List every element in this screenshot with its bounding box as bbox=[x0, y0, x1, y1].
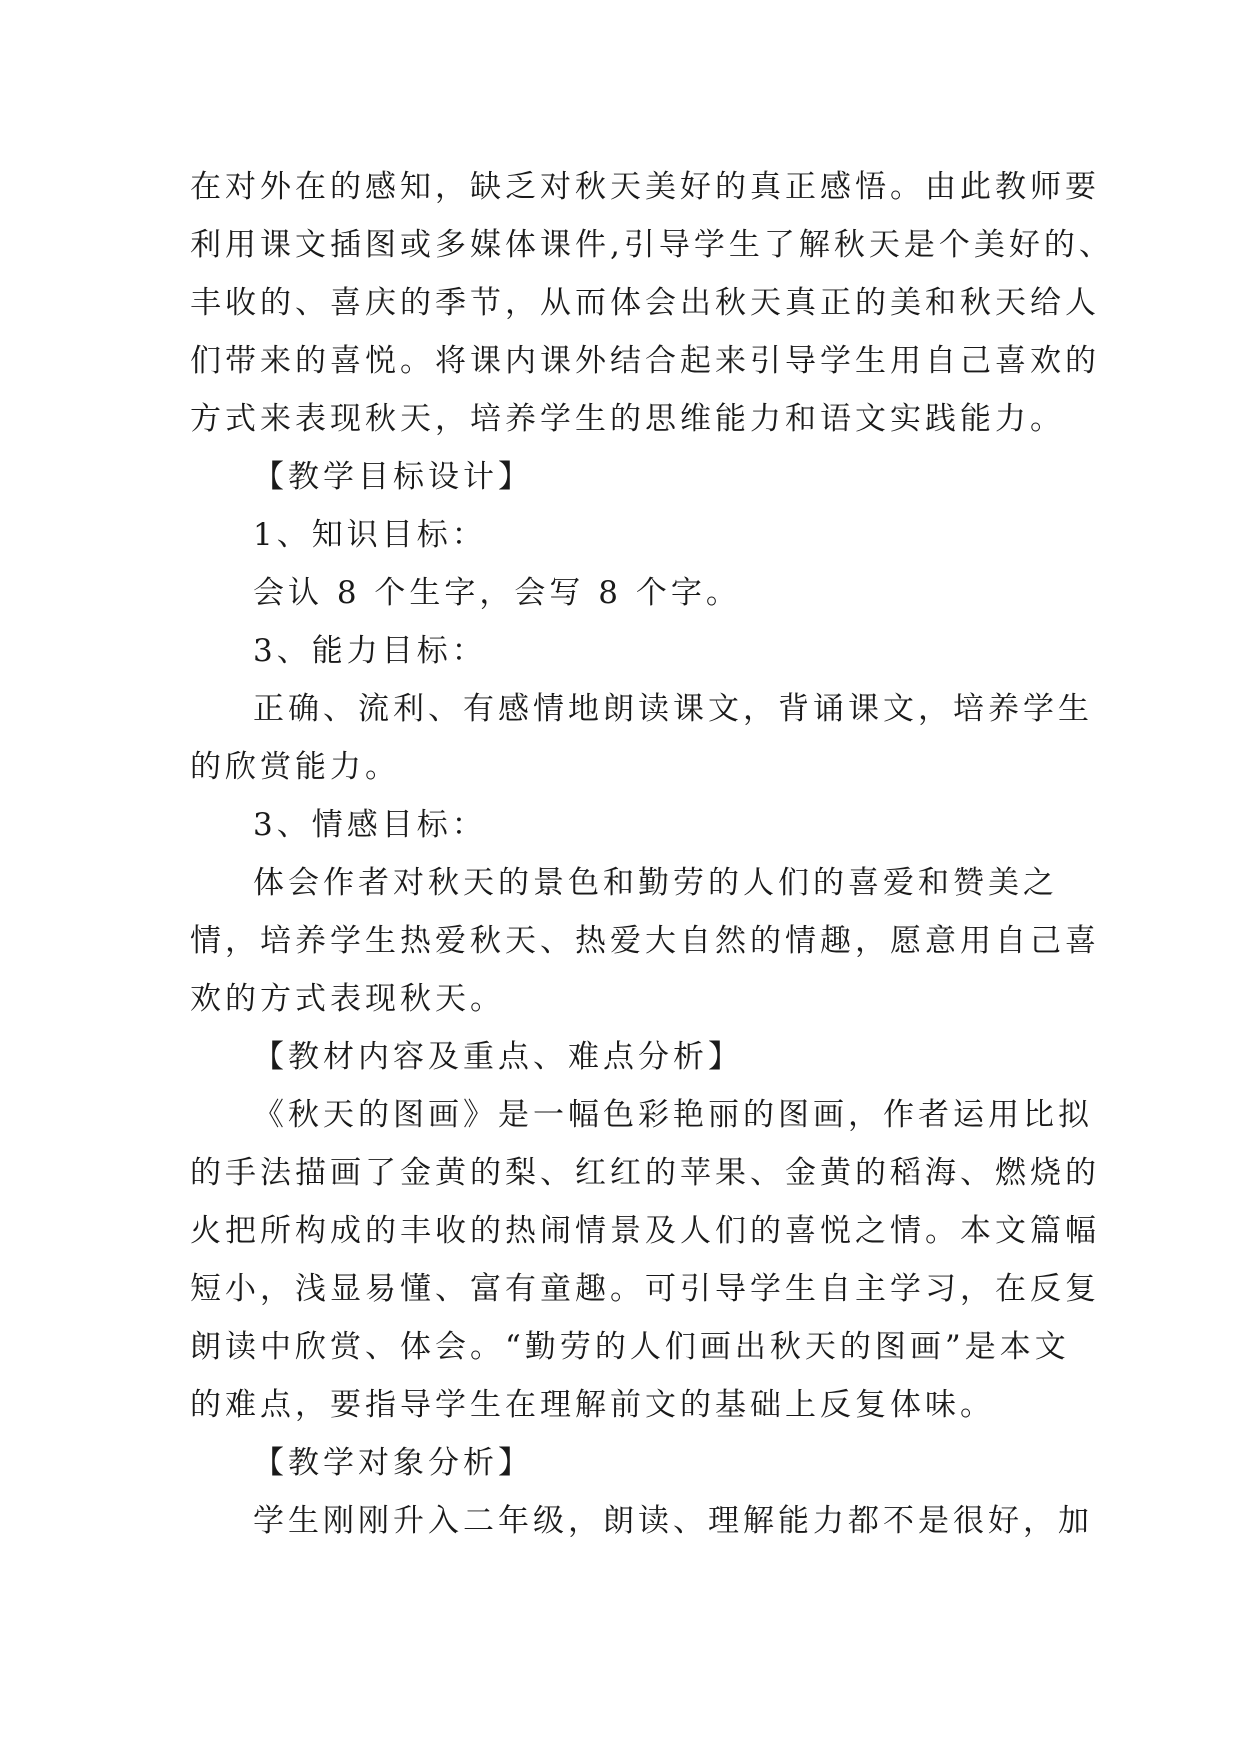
text-line: 方式来表现秋天，培养学生的思维能力和语文实践能力。 bbox=[190, 401, 1065, 437]
text-line: 朗读中欣赏、体会。“勤劳的人们画出秋天的图画”是本文 bbox=[190, 1329, 1070, 1365]
text-line: 欢的方式表现秋天。 bbox=[190, 981, 505, 1017]
subheading: 3、能力目标： bbox=[253, 633, 487, 669]
text-line: 火把所构成的丰收的热闹情景及人们的喜悦之情。本文篇幅 bbox=[190, 1213, 1100, 1249]
subheading: 1、知识目标： bbox=[253, 517, 487, 553]
text-line: 《秋天的图画》是一幅色彩艳丽的图画，作者运用比拟 bbox=[253, 1097, 1093, 1133]
text-line: 的手法描画了金黄的梨、红红的苹果、金黄的稻海、燃烧的 bbox=[190, 1155, 1100, 1191]
text-line: 利用课文插图或多媒体课件,引导学生了解秋天是个美好的、 bbox=[190, 227, 1114, 263]
text-line: 情，培养学生热爱秋天、热爱大自然的情趣，愿意用自己喜 bbox=[190, 923, 1100, 959]
text-line: 丰收的、喜庆的季节，从而体会出秋天真正的美和秋天给人 bbox=[190, 285, 1100, 321]
text-line: 体会作者对秋天的景色和勤劳的人们的喜爱和赞美之 bbox=[253, 865, 1058, 901]
document-body bbox=[190, 158, 1114, 1550]
section-heading: 【教学目标设计】 bbox=[253, 459, 533, 495]
section-heading: 【教学对象分析】 bbox=[253, 1445, 533, 1481]
text-line: 的难点，要指导学生在理解前文的基础上反复体味。 bbox=[190, 1387, 995, 1423]
subheading: 3、情感目标： bbox=[253, 807, 487, 843]
text-line: 正确、流利、有感情地朗读课文，背诵课文，培养学生 bbox=[253, 691, 1093, 727]
text-line: 的欣赏能力。 bbox=[190, 749, 400, 785]
section-heading: 【教材内容及重点、难点分析】 bbox=[253, 1039, 743, 1075]
text-line: 会认 8 个生字，会写 8 个字。 bbox=[253, 575, 741, 611]
text-line: 在对外在的感知，缺乏对秋天美好的真正感悟。由此教师要 bbox=[190, 169, 1100, 205]
text-line: 们带来的喜悦。将课内课外结合起来引导学生用自己喜欢的 bbox=[190, 343, 1100, 379]
text-line: 短小，浅显易懂、富有童趣。可引导学生自主学习，在反复 bbox=[190, 1271, 1100, 1307]
text-line: 学生刚刚升入二年级，朗读、理解能力都不是很好，加 bbox=[253, 1503, 1093, 1539]
